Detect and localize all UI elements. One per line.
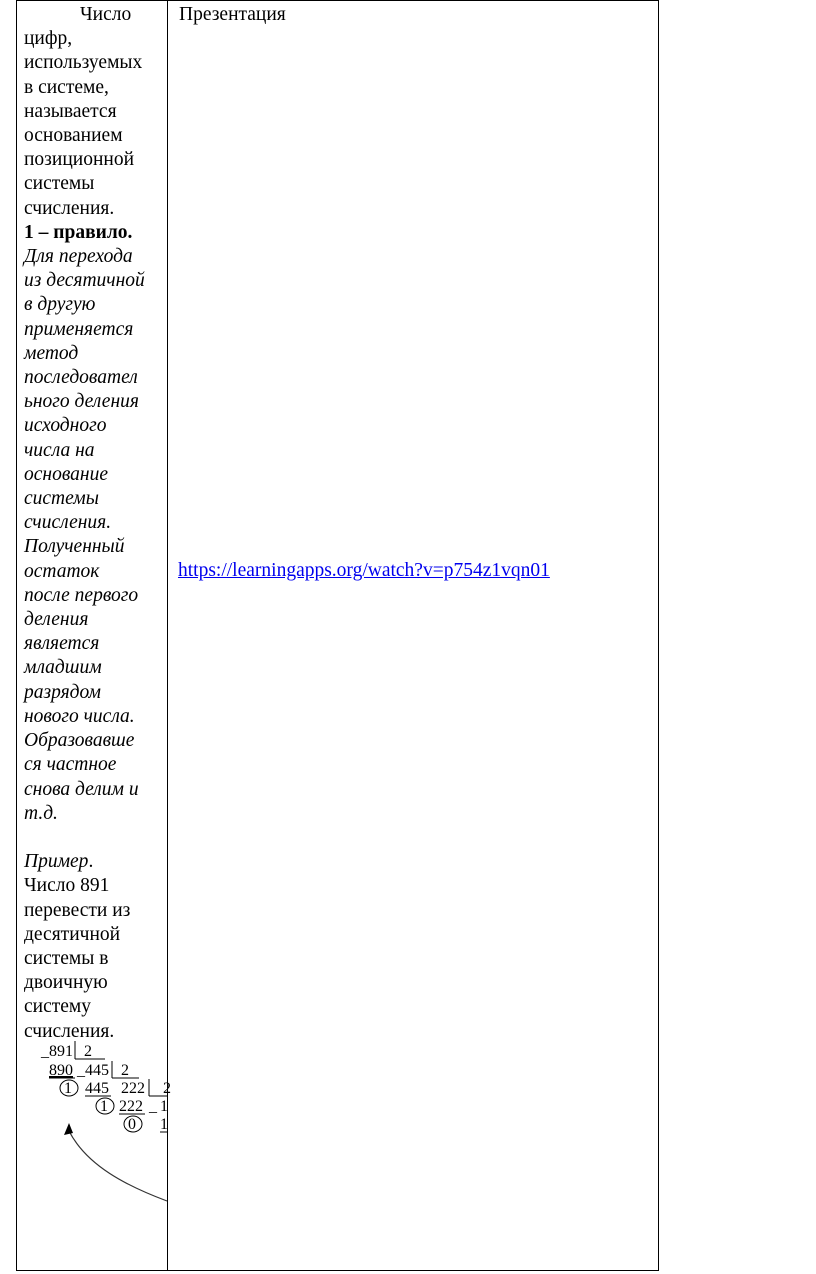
- rule-line: числа на: [24, 439, 95, 461]
- learningapps-link[interactable]: https://learningapps.org/watch?v=p754z1vqn01: [178, 560, 550, 581]
- rule-line: является: [24, 633, 100, 655]
- remainder1: 1: [64, 1080, 72, 1097]
- intro-line: в системе,: [24, 76, 109, 98]
- intro-line: используемых: [24, 52, 143, 74]
- divisor: 2: [84, 1043, 92, 1060]
- example-line: Число 891: [24, 875, 110, 897]
- rule-line: из десятичной: [24, 270, 145, 292]
- example-label: Пример: [24, 851, 89, 873]
- example-line: двоичную: [24, 972, 108, 994]
- rule-line: исходного: [24, 415, 107, 437]
- rule-line: т.д.: [24, 802, 58, 824]
- rule-line: в другую: [24, 294, 96, 316]
- example-line: систему: [24, 996, 92, 1018]
- intro-line: Число: [80, 4, 132, 25]
- arrow-head-icon: [64, 1123, 73, 1135]
- divisor: 2: [121, 1062, 129, 1079]
- intro-line: цифр,: [24, 28, 73, 50]
- rule-line: последовател: [24, 367, 138, 389]
- minus-sign: _: [41, 1043, 49, 1060]
- remainder3: 0: [128, 1116, 136, 1133]
- rule-line: после первого: [24, 584, 139, 606]
- right-cell: [168, 1, 658, 1270]
- arrow-line: [69, 1131, 167, 1201]
- quotient3-partial: 1: [160, 1098, 168, 1115]
- quotient2: 222: [121, 1080, 145, 1097]
- example-line: системы в: [24, 947, 109, 969]
- rule-line: метод: [24, 342, 79, 364]
- rule-line: применяется: [24, 318, 134, 340]
- intro-line: системы: [24, 173, 95, 195]
- rule-line: разрядом: [24, 681, 101, 703]
- rule-line: остаток: [24, 560, 100, 582]
- rule-line: Полученный: [24, 536, 125, 558]
- intro-line: называется: [24, 100, 117, 122]
- rule-line: Образовавше: [24, 730, 135, 752]
- rule-line: счисления.: [24, 512, 112, 534]
- left-cell: [17, 1, 171, 1270]
- rule-line: Для перехода: [24, 246, 133, 268]
- minus-sign: _: [77, 1062, 85, 1079]
- document-table: [16, 0, 659, 1271]
- intro-line: позиционной: [24, 149, 135, 171]
- intro-line: счисления.: [24, 197, 115, 219]
- step1-product: 890: [49, 1062, 73, 1079]
- rule-line: младшим: [24, 657, 102, 679]
- rule-line: ся частное: [24, 754, 117, 776]
- rule-line: основание: [24, 463, 108, 485]
- quotient1: 445: [85, 1062, 109, 1079]
- rule-line: снова делим и: [24, 778, 139, 800]
- rule-heading: 1 – правило.: [24, 221, 133, 243]
- rule-line: ьного деления: [24, 391, 139, 413]
- rule-line: деления: [24, 609, 89, 631]
- intro-line: основанием: [24, 125, 123, 147]
- quotient1-repeat: 445: [85, 1080, 109, 1097]
- example-line: счисления.: [24, 1020, 115, 1042]
- example-line: десятичной: [24, 923, 121, 945]
- step3-product: 222: [119, 1098, 143, 1115]
- long-division-figure: [17, 1031, 171, 1211]
- next-digit: 1: [160, 1116, 168, 1133]
- presentation-title: Презентация: [179, 4, 286, 25]
- example-line: перевести из: [24, 899, 131, 921]
- explanation-text: Число цифр, используемых в системе, называется основанием позиционной системы счисления. 1 – правило. Для перехода из десятичной в другую применяется метод последовател ьного деления исходного числа на основание системы счисления. Полученный остаток после первого деления является младшим разрядом нового числа. Образовавше ся частное снова делим и т.д. Пример. Число 891 перевести из десятичной системы в двоичную систему счисления.: [24, 3, 164, 1044]
- rule-line: нового числа.: [24, 705, 135, 727]
- divisor: 2: [163, 1080, 171, 1097]
- rule-line: системы: [24, 488, 99, 510]
- minus-sign: _: [149, 1098, 157, 1115]
- dividend: 891: [49, 1043, 73, 1060]
- remainder2: 1: [100, 1098, 108, 1115]
